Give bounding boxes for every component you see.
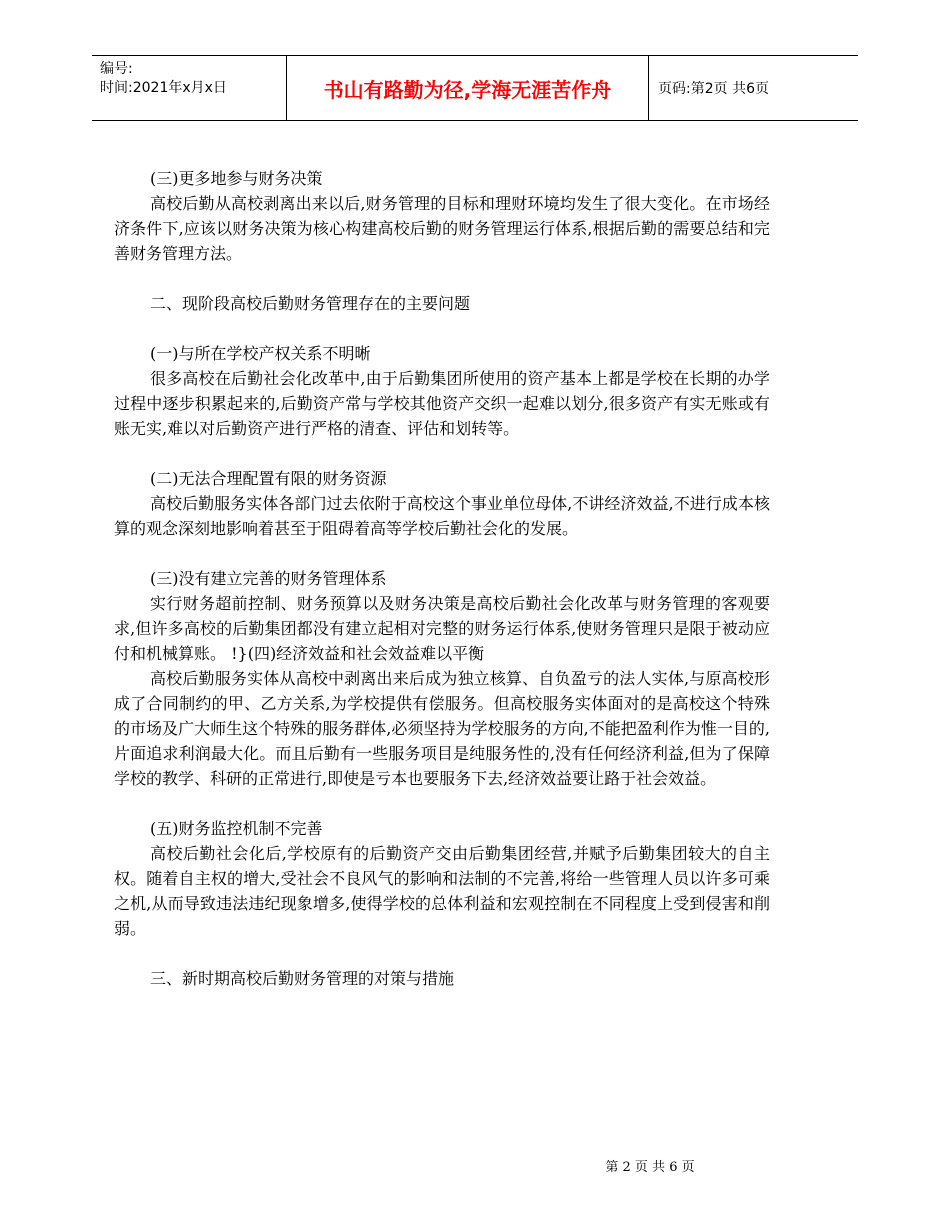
section-heading: (三)更多地参与财务决策 <box>150 169 323 188</box>
header-divider <box>648 56 649 120</box>
section-heading: (三)没有建立完善的财务管理体系 <box>150 569 387 588</box>
header-page-info: 页码:第2页 共6页 <box>658 81 769 97</box>
header-meta <box>100 60 284 98</box>
page-header <box>92 55 858 121</box>
paragraph: 高校后勤服务实体各部门过去依附于高校这个事业单位母体,不讲经济效益,不进行成本核算的观念深刻地影响着甚至于阻碍着高等学校后勤社会化的发展。 <box>114 494 770 538</box>
paragraph: 高校后勤社会化后,学校原有的后勤资产交由后勤集团经营,并赋予后勤集团较大的自主权。随着自主权的增大,受社会不良风气的影响和法制的不完善,将给一些管理人员以许多可乘之机,从而导致违法违纪现象增多,使得学校的总体利益和宏观控制在不同程度上受到侵害和削弱。 <box>114 844 770 938</box>
paragraph: 高校后勤从高校剥离出来以后,财务管理的目标和理财环境均发生了很大变化。在市场经济条件下,应该以财务决策为核心构建高校后勤的财务管理运行体系,根据后勤的需要总结和完善财务管理方法。 <box>114 194 770 263</box>
header-motto: 书山有路勤为径,学海无涯苦作舟 <box>323 77 612 102</box>
paragraph: 高校后勤服务实体从高校中剥离出来后成为独立核算、自负盈亏的法人实体,与原高校形成了合同制约的甲、乙方关系,为学校提供有偿服务。但高校服务实体面对的是高校这个特殊的市场及广大师生这个特殊的服务群体,必须坚持为学校服务的方向,不能把盈利作为惟一目的,片面追求利润最大化。而且后勤有一些服务项目是纯服务性的,没有任何经济利益,但为了保障学校的教学、科研的正常进行,即使是亏本也要服务下去,经济效益要让路于社会效益。 <box>114 669 770 788</box>
document-number-label: 编号: <box>100 61 133 77</box>
section-heading: (二)无法合理配置有限的财务资源 <box>150 469 387 488</box>
part-heading: 三、新时期高校后勤财务管理的对策与措施 <box>150 969 455 988</box>
page-footer: 第 2 页 共 6 页 <box>605 1160 695 1175</box>
section-heading: (一)与所在学校产权关系不明晰 <box>150 344 371 363</box>
document-body <box>114 166 770 991</box>
part-heading: 二、现阶段高校后勤财务管理存在的主要问题 <box>150 294 471 313</box>
section-heading: (五)财务监控机制不完善 <box>150 819 323 838</box>
document-time-label: 时间:2021年x月x日 <box>100 80 227 96</box>
paragraph: 很多高校在后勤社会化改革中,由于后勤集团所使用的资产基本上都是学校在长期的办学过程中逐步积累起来的,后勤资产常与学校其他资产交织一起难以划分,很多资产有实无账或有账无实,难以对后勤资产进行严格的清查、评估和划转等。 <box>114 369 770 438</box>
paragraph: 实行财务超前控制、财务预算以及财务决策是高校后勤社会化改革与财务管理的客观要求,但许多高校的后勤集团都没有建立起相对完整的财务运行体系,使财务管理只是限于被动应付和机械算账。 !}(四)经济效益和社会效益难以平衡 <box>114 594 770 663</box>
